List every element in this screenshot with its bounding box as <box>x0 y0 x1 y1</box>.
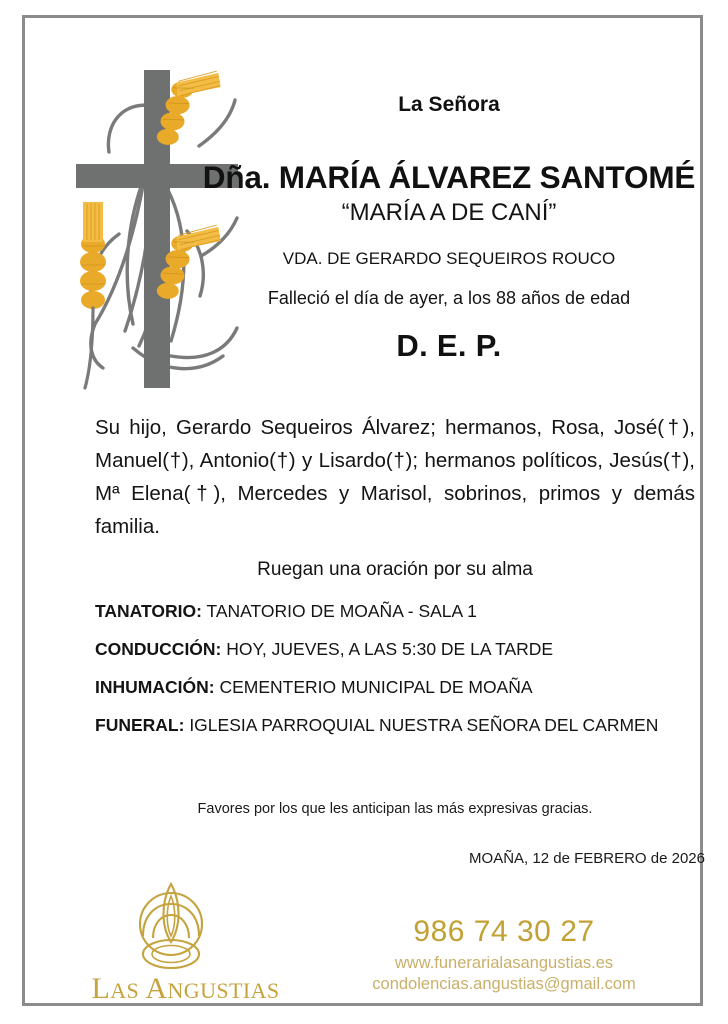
detail-value: CEMENTERIO MUNICIPAL DE MOAÑA <box>219 677 533 697</box>
honorific-label: La Señora <box>398 93 500 116</box>
detail-value: TANATORIO DE MOAÑA - SALA 1 <box>206 601 477 621</box>
wheat-ear-left <box>80 202 106 388</box>
death-announcement: Falleció el día de ayer, a los 88 años de edad <box>267 288 631 309</box>
brand-name-ngustias: NGUSTIAS <box>167 978 280 1003</box>
place-and-date: MOAÑA, 12 de FEBRERO de 2026 <box>469 850 705 867</box>
detail-label: INHUMACIÓN: <box>95 677 215 697</box>
surviving-family-paragraph: Su hijo, Gerardo Sequeiros Álvarez; hermanos, Rosa, José(†), Manuel(†), Antonio(†) y Lisardo(†); hermanos políticos, Jesús(†), Mª Elena(†), Mercedes y Marisol, sobrinos, primos y demás familia. <box>95 416 695 538</box>
notice-frame <box>22 15 703 1006</box>
detail-value: IGLESIA PARROQUIAL NUESTRA SEÑORA DEL CARMEN <box>189 715 659 735</box>
brand-name-as: AS <box>110 978 140 1003</box>
email-address[interactable]: condolencias.angustias@gmail.com <box>372 975 636 994</box>
brand-name-l: L <box>91 972 111 1005</box>
thanks-note: Favores por los que les anticipan las más expresivas gracias. <box>197 801 593 817</box>
detail-row <box>95 677 705 698</box>
brand-name <box>63 972 308 1006</box>
las-angustias-emblem-icon <box>125 880 217 972</box>
notice-header <box>193 93 705 364</box>
detail-row <box>95 715 705 736</box>
detail-row <box>95 639 705 660</box>
contact-block <box>344 915 664 996</box>
funeral-home-brand <box>63 880 308 1005</box>
deceased-nickname: “MARÍA A DE CANÍ” <box>341 199 557 227</box>
detail-row <box>95 601 705 622</box>
phone-number[interactable]: 986 74 30 27 <box>413 915 595 948</box>
deceased-name: Dña. MARÍA ÁLVAREZ SANTOMÉ <box>202 159 696 196</box>
detail-label: TANATORIO: <box>95 601 202 621</box>
website-url[interactable]: www.funerarialasangustias.es <box>394 953 614 972</box>
prayer-request-line: Ruegan una oración por su alma <box>257 559 533 580</box>
widow-of-line: VDA. DE GERARDO SEQUEIROS ROUCO <box>282 248 616 268</box>
service-details-list <box>95 601 705 753</box>
detail-label: FUNERAL: <box>95 715 185 735</box>
detail-label: CONDUCCIÓN: <box>95 639 222 659</box>
rest-in-peace-label: D. E. P. <box>396 327 502 363</box>
brand-name-a: A <box>145 972 168 1005</box>
detail-value: HOY, JUEVES, A LAS 5:30 DE LA TARDE <box>226 639 554 659</box>
